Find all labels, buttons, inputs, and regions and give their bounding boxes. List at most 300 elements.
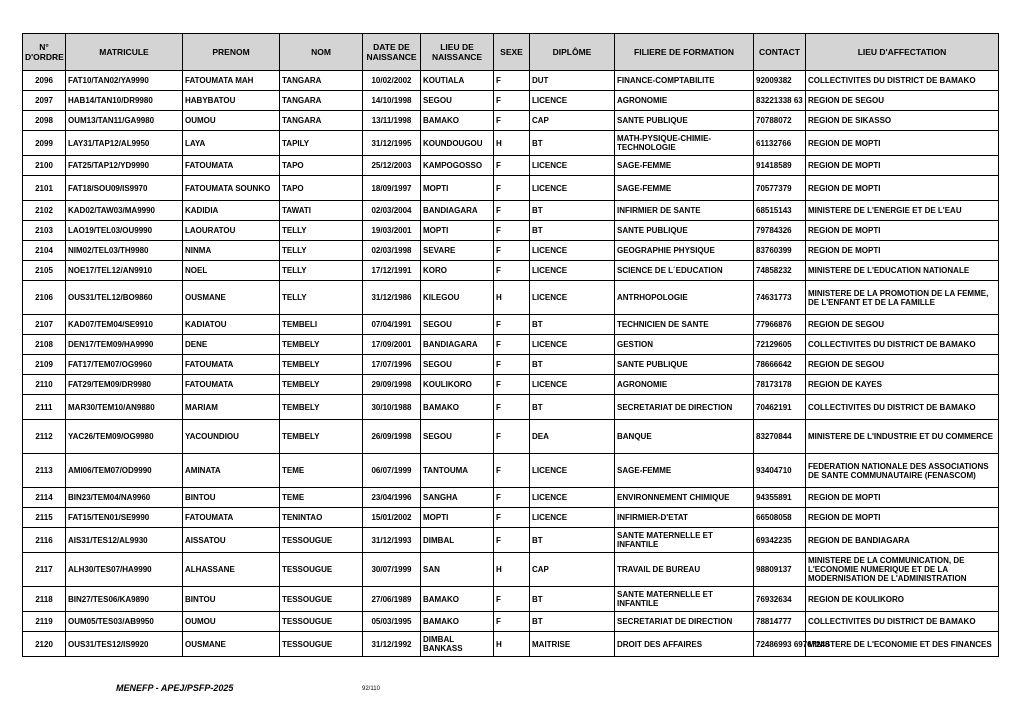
- cell-nom: TEMBELY: [280, 335, 363, 355]
- cell-contact: 68515143: [754, 201, 806, 221]
- cell-prenom: FATOUMATA: [183, 355, 280, 375]
- cell-date-naissance: 18/09/1997: [363, 176, 421, 201]
- cell-prenom: FATOUMATA: [183, 508, 280, 528]
- cell-matricule: KAD02/TAW03/MA9990: [66, 201, 183, 221]
- cell-sexe: F: [494, 176, 530, 201]
- table-row: [23, 395, 999, 420]
- cell-lieu-naissance: MOPTI: [421, 176, 494, 201]
- cell-ordre: 2107: [23, 315, 66, 335]
- cell-nom: TELLY: [280, 261, 363, 281]
- cell-lieu-naissance: KORO: [421, 261, 494, 281]
- cell-lieu-naissance: SEVARE: [421, 241, 494, 261]
- page-number: 92/110: [362, 686, 380, 692]
- cell-prenom: BINTOU: [183, 488, 280, 508]
- table-row: [23, 221, 999, 241]
- cell-affectation: REGION DE MOPTI: [806, 176, 999, 201]
- cell-nom: TELLY: [280, 221, 363, 241]
- table-row: [23, 201, 999, 221]
- cell-filiere: SAGE-FEMME: [615, 176, 754, 201]
- cell-affectation: MINISTERE DE L'INDUSTRIE ET DU COMMERCE: [806, 420, 999, 454]
- cell-date-naissance: 25/12/2003: [363, 156, 421, 176]
- cell-affectation: REGION DE SEGOU: [806, 315, 999, 335]
- cell-lieu-naissance: SEGOU: [421, 315, 494, 335]
- cell-diplome: LICENCE: [530, 335, 615, 355]
- cell-matricule: FAT29/TEM09/DR9980: [66, 375, 183, 395]
- cell-nom: TAPILY: [280, 131, 363, 156]
- cell-sexe: F: [494, 375, 530, 395]
- cell-prenom: FATOUMATA: [183, 375, 280, 395]
- cell-nom: TESSOUGUE: [280, 528, 363, 553]
- cell-ordre: 2118: [23, 587, 66, 612]
- cell-lieu-naissance: KOULIKORO: [421, 375, 494, 395]
- cell-date-naissance: 23/04/1996: [363, 488, 421, 508]
- cell-date-naissance: 02/03/2004: [363, 201, 421, 221]
- table-row: [23, 587, 999, 612]
- cell-ordre: 2100: [23, 156, 66, 176]
- cell-nom: TEMBELI: [280, 315, 363, 335]
- cell-diplome: MAITRISE: [530, 632, 615, 657]
- cell-date-naissance: 31/12/1992: [363, 632, 421, 657]
- cell-prenom: ALHASSANE: [183, 553, 280, 587]
- cell-contact: 70788072: [754, 111, 806, 131]
- cell-date-naissance: 05/03/1995: [363, 612, 421, 632]
- cell-diplome: LICENCE: [530, 241, 615, 261]
- cell-lieu-naissance: SAN: [421, 553, 494, 587]
- cell-diplome: CAP: [530, 111, 615, 131]
- cell-affectation: REGION DE MOPTI: [806, 221, 999, 241]
- cell-filiere: SANTE MATERNELLE ET INFANTILE: [615, 528, 754, 553]
- cell-matricule: YAC26/TEM09/OG9980: [66, 420, 183, 454]
- cell-sexe: F: [494, 221, 530, 241]
- cell-diplome: CAP: [530, 553, 615, 587]
- cell-ordre: 2106: [23, 281, 66, 315]
- cell-sexe: F: [494, 111, 530, 131]
- cell-matricule: FAT18/SOU09/IS9970: [66, 176, 183, 201]
- table-row: [23, 71, 999, 91]
- cell-contact: 66508058: [754, 508, 806, 528]
- cell-nom: TENINTAO: [280, 508, 363, 528]
- cell-matricule: OUS31/TEL12/BO9860: [66, 281, 183, 315]
- cell-date-naissance: 02/03/1998: [363, 241, 421, 261]
- cell-matricule: BIN27/TES06/KA9890: [66, 587, 183, 612]
- cell-date-naissance: 31/12/1995: [363, 131, 421, 156]
- cell-lieu-naissance: DIMBAL BANKASS: [421, 632, 494, 657]
- cell-nom: TESSOUGUE: [280, 632, 363, 657]
- cell-filiere: SANTE MATERNELLE ET INFANTILE: [615, 587, 754, 612]
- cell-filiere: SCIENCE DE L´EDUCATION: [615, 261, 754, 281]
- cell-date-naissance: 29/09/1998: [363, 375, 421, 395]
- cell-sexe: H: [494, 632, 530, 657]
- cell-date-naissance: 10/02/2002: [363, 71, 421, 91]
- cell-diplome: BT: [530, 528, 615, 553]
- cell-diplome: BT: [530, 201, 615, 221]
- cell-diplome: LICENCE: [530, 281, 615, 315]
- cell-contact: 83760399: [754, 241, 806, 261]
- cell-affectation: REGION DE MOPTI: [806, 131, 999, 156]
- cell-nom: TEMBELY: [280, 420, 363, 454]
- cell-filiere: SECRETARIAT DE DIRECTION: [615, 395, 754, 420]
- cell-ordre: 2120: [23, 632, 66, 657]
- cell-date-naissance: 30/07/1999: [363, 553, 421, 587]
- cell-affectation: REGION DE MOPTI: [806, 156, 999, 176]
- cell-sexe: F: [494, 201, 530, 221]
- cell-lieu-naissance: BAMAKO: [421, 612, 494, 632]
- cell-prenom: HABYBATOU: [183, 91, 280, 111]
- cell-contact: 72486993 69767248: [754, 632, 806, 657]
- cell-lieu-naissance: MOPTI: [421, 221, 494, 241]
- cell-nom: TEMBELY: [280, 375, 363, 395]
- cell-contact: 74858232: [754, 261, 806, 281]
- cell-affectation: REGION DE KAYES: [806, 375, 999, 395]
- cell-filiere: SANTE PUBLIQUE: [615, 221, 754, 241]
- cell-matricule: NIM02/TEL03/TH9980: [66, 241, 183, 261]
- cell-filiere: MATH-PYSIQUE-CHIMIE-TECHNOLOGIE: [615, 131, 754, 156]
- cell-prenom: NINMA: [183, 241, 280, 261]
- table-row: [23, 454, 999, 488]
- cell-prenom: AMINATA: [183, 454, 280, 488]
- cell-contact: 69342235: [754, 528, 806, 553]
- cell-lieu-naissance: DIMBAL: [421, 528, 494, 553]
- cell-filiere: GESTION: [615, 335, 754, 355]
- cell-prenom: OUMOU: [183, 111, 280, 131]
- table-body: [23, 71, 999, 657]
- cell-matricule: FAT15/TEN01/SE9990: [66, 508, 183, 528]
- table-row: [23, 420, 999, 454]
- cell-matricule: DEN17/TEM09/HA9990: [66, 335, 183, 355]
- cell-diplome: LICENCE: [530, 488, 615, 508]
- cell-contact: 83221338 63: [754, 91, 806, 111]
- cell-sexe: F: [494, 612, 530, 632]
- cell-date-naissance: 17/09/2001: [363, 335, 421, 355]
- cell-diplome: LICENCE: [530, 91, 615, 111]
- cell-diplome: LICENCE: [530, 508, 615, 528]
- cell-affectation: REGION DE BANDIAGARA: [806, 528, 999, 553]
- cell-matricule: HAB14/TAN10/DR9980: [66, 91, 183, 111]
- cell-affectation: COLLECTIVITES DU DISTRICT DE BAMAKO: [806, 395, 999, 420]
- cell-contact: 78814777: [754, 612, 806, 632]
- cell-ordre: 2111: [23, 395, 66, 420]
- cell-affectation: MINISTERE DE LA COMMUNICATION, DE L'ECONOMIE NUMERIQUE ET DE LA MODERNISATION DE L'ADMINISTRATION: [806, 553, 999, 587]
- cell-affectation: COLLECTIVITES DU DISTRICT DE BAMAKO: [806, 71, 999, 91]
- cell-filiere: SAGE-FEMME: [615, 156, 754, 176]
- cell-ordre: 2102: [23, 201, 66, 221]
- cell-prenom: OUSMANE: [183, 632, 280, 657]
- cell-contact: 70577379: [754, 176, 806, 201]
- cell-date-naissance: 17/12/1991: [363, 261, 421, 281]
- cell-affectation: COLLECTIVITES DU DISTRICT DE BAMAKO: [806, 335, 999, 355]
- table-row: [23, 375, 999, 395]
- cell-contact: 72129605: [754, 335, 806, 355]
- cell-ordre: 2099: [23, 131, 66, 156]
- cell-matricule: KAD07/TEM04/SE9910: [66, 315, 183, 335]
- cell-sexe: F: [494, 420, 530, 454]
- cell-matricule: FAT10/TAN02/YA9990: [66, 71, 183, 91]
- cell-filiere: SANTE PUBLIQUE: [615, 355, 754, 375]
- header-lieu-naissance: LIEU DE NAISSANCE: [421, 34, 494, 71]
- table-row: [23, 553, 999, 587]
- cell-sexe: F: [494, 355, 530, 375]
- cell-prenom: LAOURATOU: [183, 221, 280, 241]
- table-row: [23, 528, 999, 553]
- header-date-naissance: DATE DE NAISSANCE: [363, 34, 421, 71]
- cell-date-naissance: 14/10/1998: [363, 91, 421, 111]
- cell-sexe: H: [494, 131, 530, 156]
- cell-affectation: MINISTERE DE LA PROMOTION DE LA FEMME, DE L'ENFANT ET DE LA FAMILLE: [806, 281, 999, 315]
- cell-matricule: FAT17/TEM07/OG9960: [66, 355, 183, 375]
- cell-sexe: F: [494, 261, 530, 281]
- cell-sexe: F: [494, 508, 530, 528]
- cell-lieu-naissance: MOPTI: [421, 508, 494, 528]
- cell-filiere: SECRETARIAT DE DIRECTION: [615, 612, 754, 632]
- cell-matricule: OUM05/TES03/AB9950: [66, 612, 183, 632]
- cell-prenom: OUMOU: [183, 612, 280, 632]
- cell-contact: 79784326: [754, 221, 806, 241]
- table-row: [23, 281, 999, 315]
- cell-sexe: F: [494, 335, 530, 355]
- cell-diplome: BT: [530, 587, 615, 612]
- header-contact: CONTACT: [754, 34, 806, 71]
- cell-sexe: F: [494, 395, 530, 420]
- cell-diplome: LICENCE: [530, 156, 615, 176]
- cell-filiere: SANTE PUBLIQUE: [615, 111, 754, 131]
- table-row: [23, 91, 999, 111]
- cell-prenom: MARIAM: [183, 395, 280, 420]
- cell-prenom: YACOUNDIOU: [183, 420, 280, 454]
- cell-ordre: 2114: [23, 488, 66, 508]
- cell-prenom: AISSATOU: [183, 528, 280, 553]
- cell-contact: 70462191: [754, 395, 806, 420]
- cell-lieu-naissance: KAMPOGOSSO: [421, 156, 494, 176]
- cell-ordre: 2117: [23, 553, 66, 587]
- cell-matricule: AMI06/TEM07/OD9990: [66, 454, 183, 488]
- cell-matricule: ALH30/TES07/HA9990: [66, 553, 183, 587]
- cell-ordre: 2112: [23, 420, 66, 454]
- cell-nom: TAPO: [280, 156, 363, 176]
- cell-nom: TELLY: [280, 281, 363, 315]
- cell-ordre: 2101: [23, 176, 66, 201]
- cell-contact: 61132766: [754, 131, 806, 156]
- cell-contact: 78173178: [754, 375, 806, 395]
- cell-sexe: H: [494, 553, 530, 587]
- cell-date-naissance: 13/11/1998: [363, 111, 421, 131]
- cell-ordre: 2116: [23, 528, 66, 553]
- table-row: [23, 612, 999, 632]
- cell-diplome: LICENCE: [530, 261, 615, 281]
- cell-sexe: F: [494, 71, 530, 91]
- cell-diplome: BT: [530, 315, 615, 335]
- cell-nom: TESSOUGUE: [280, 612, 363, 632]
- table-row: [23, 335, 999, 355]
- cell-nom: TAWATI: [280, 201, 363, 221]
- header-nom: NOM: [280, 34, 363, 71]
- cell-affectation: FEDERATION NATIONALE DES ASSOCIATIONS DE SANTE COMMUNAUTAIRE (FENASCOM): [806, 454, 999, 488]
- cell-prenom: LAYA: [183, 131, 280, 156]
- cell-ordre: 2113: [23, 454, 66, 488]
- cell-diplome: DEA: [530, 420, 615, 454]
- cell-matricule: BIN23/TEM04/NA9960: [66, 488, 183, 508]
- cell-prenom: FATOUMATA MAH: [183, 71, 280, 91]
- cell-matricule: LAO19/TEL03/OU9990: [66, 221, 183, 241]
- cell-prenom: OUSMANE: [183, 281, 280, 315]
- cell-matricule: LAY31/TAP12/AL9950: [66, 131, 183, 156]
- cell-diplome: BT: [530, 131, 615, 156]
- cell-filiere: INFIRMIER DE SANTE: [615, 201, 754, 221]
- cell-filiere: TECHNICIEN DE SANTE: [615, 315, 754, 335]
- cell-ordre: 2108: [23, 335, 66, 355]
- cell-filiere: ENVIRONNEMENT CHIMIQUE: [615, 488, 754, 508]
- cell-diplome: DUT: [530, 71, 615, 91]
- cell-matricule: AIS31/TES12/AL9930: [66, 528, 183, 553]
- table-row: [23, 156, 999, 176]
- cell-nom: TESSOUGUE: [280, 587, 363, 612]
- cell-filiere: GEOGRAPHIE PHYSIQUE: [615, 241, 754, 261]
- cell-affectation: REGION DE MOPTI: [806, 508, 999, 528]
- cell-ordre: 2119: [23, 612, 66, 632]
- cell-matricule: OUM13/TAN11/GA9980: [66, 111, 183, 131]
- header-ordre: N° D'ORDRE: [23, 34, 66, 71]
- cell-lieu-naissance: TANTOUMA: [421, 454, 494, 488]
- cell-ordre: 2115: [23, 508, 66, 528]
- cell-filiere: ANTRHOPOLOGIE: [615, 281, 754, 315]
- cell-nom: TANGARA: [280, 91, 363, 111]
- cell-diplome: BT: [530, 612, 615, 632]
- cell-contact: 83270844: [754, 420, 806, 454]
- cell-affectation: REGION DE MOPTI: [806, 241, 999, 261]
- cell-affectation: MINISTERE DE L'ECONOMIE ET DES FINANCES: [806, 632, 999, 657]
- cell-affectation: REGION DE SEGOU: [806, 355, 999, 375]
- table-row: [23, 508, 999, 528]
- cell-ordre: 2109: [23, 355, 66, 375]
- cell-contact: 77966876: [754, 315, 806, 335]
- cell-lieu-naissance: BANDIAGARA: [421, 335, 494, 355]
- cell-nom: TEME: [280, 454, 363, 488]
- cell-date-naissance: 26/09/1998: [363, 420, 421, 454]
- table-row: [23, 355, 999, 375]
- cell-contact: 94355891: [754, 488, 806, 508]
- cell-filiere: AGRONOMIE: [615, 375, 754, 395]
- cell-lieu-naissance: BANDIAGARA: [421, 201, 494, 221]
- cell-date-naissance: 31/12/1993: [363, 528, 421, 553]
- cell-prenom: KADIATOU: [183, 315, 280, 335]
- footer-reference: MENEFP - APEJ/PSFP-2025: [116, 683, 234, 693]
- cell-sexe: F: [494, 528, 530, 553]
- cell-lieu-naissance: SEGOU: [421, 355, 494, 375]
- cell-ordre: 2105: [23, 261, 66, 281]
- cell-filiere: BANQUE: [615, 420, 754, 454]
- cell-filiere: INFIRMIER-D'ETAT: [615, 508, 754, 528]
- cell-lieu-naissance: SEGOU: [421, 420, 494, 454]
- cell-prenom: KADIDIA: [183, 201, 280, 221]
- table-row: [23, 261, 999, 281]
- cell-date-naissance: 30/10/1988: [363, 395, 421, 420]
- table-row: [23, 488, 999, 508]
- cell-affectation: REGION DE MOPTI: [806, 488, 999, 508]
- table-row: [23, 632, 999, 657]
- cell-filiere: FINANCE-COMPTABILITE: [615, 71, 754, 91]
- cell-date-naissance: 15/01/2002: [363, 508, 421, 528]
- table-row: [23, 315, 999, 335]
- cell-diplome: BT: [530, 221, 615, 241]
- header-affectation: LIEU D'AFFECTATION: [806, 34, 999, 71]
- table-row: [23, 241, 999, 261]
- cell-lieu-naissance: BAMAKO: [421, 587, 494, 612]
- cell-sexe: F: [494, 241, 530, 261]
- cell-prenom: BINTOU: [183, 587, 280, 612]
- cell-nom: TAPO: [280, 176, 363, 201]
- cell-affectation: COLLECTIVITES DU DISTRICT DE BAMAKO: [806, 612, 999, 632]
- cell-sexe: F: [494, 587, 530, 612]
- cell-nom: TESSOUGUE: [280, 553, 363, 587]
- cell-prenom: DENE: [183, 335, 280, 355]
- header-prenom: PRENOM: [183, 34, 280, 71]
- cell-lieu-naissance: BAMAKO: [421, 395, 494, 420]
- cell-contact: 98809137: [754, 553, 806, 587]
- header-sexe: SEXE: [494, 34, 530, 71]
- cell-filiere: TRAVAIL DE BUREAU: [615, 553, 754, 587]
- cell-lieu-naissance: SEGOU: [421, 91, 494, 111]
- cell-sexe: F: [494, 156, 530, 176]
- cell-lieu-naissance: KOUTIALA: [421, 71, 494, 91]
- cell-contact: 78666642: [754, 355, 806, 375]
- cell-lieu-naissance: SANGHA: [421, 488, 494, 508]
- cell-sexe: F: [494, 315, 530, 335]
- cell-contact: 92009382: [754, 71, 806, 91]
- cell-sexe: H: [494, 281, 530, 315]
- cell-nom: TANGARA: [280, 111, 363, 131]
- cell-sexe: F: [494, 91, 530, 111]
- cell-diplome: LICENCE: [530, 454, 615, 488]
- cell-prenom: NOEL: [183, 261, 280, 281]
- cell-prenom: FATOUMATA: [183, 156, 280, 176]
- cell-affectation: MINISTERE DE L'ENERGIE ET DE L'EAU: [806, 201, 999, 221]
- cell-ordre: 2103: [23, 221, 66, 241]
- cell-contact: 76932634: [754, 587, 806, 612]
- header-matricule: MATRICULE: [66, 34, 183, 71]
- cell-diplome: BT: [530, 355, 615, 375]
- cell-prenom: FATOUMATA SOUNKO: [183, 176, 280, 201]
- cell-nom: TEME: [280, 488, 363, 508]
- cell-lieu-naissance: KILEGOU: [421, 281, 494, 315]
- table-row: [23, 176, 999, 201]
- cell-filiere: AGRONOMIE: [615, 91, 754, 111]
- cell-contact: 91418589: [754, 156, 806, 176]
- cell-matricule: NOE17/TEL12/AN9910: [66, 261, 183, 281]
- cell-ordre: 2104: [23, 241, 66, 261]
- cell-filiere: DROIT DES AFFAIRES: [615, 632, 754, 657]
- cell-ordre: 2098: [23, 111, 66, 131]
- cell-affectation: REGION DE SIKASSO: [806, 111, 999, 131]
- table-row: [23, 131, 999, 156]
- cell-sexe: F: [494, 488, 530, 508]
- cell-date-naissance: 19/03/2001: [363, 221, 421, 241]
- cell-lieu-naissance: KOUNDOUGOU: [421, 131, 494, 156]
- cell-date-naissance: 06/07/1999: [363, 454, 421, 488]
- cell-nom: TEMBELY: [280, 355, 363, 375]
- cell-matricule: MAR30/TEM10/AN9880: [66, 395, 183, 420]
- cell-date-naissance: 17/07/1996: [363, 355, 421, 375]
- cell-ordre: 2096: [23, 71, 66, 91]
- cell-diplome: BT: [530, 395, 615, 420]
- cell-contact: 74631773: [754, 281, 806, 315]
- cell-affectation: MINISTERE DE L'EDUCATION NATIONALE: [806, 261, 999, 281]
- header-diplome: DIPLÔME: [530, 34, 615, 71]
- header-row: [23, 34, 999, 71]
- cell-nom: TANGARA: [280, 71, 363, 91]
- cell-matricule: OUS31/TES12/IS9920: [66, 632, 183, 657]
- cell-ordre: 2110: [23, 375, 66, 395]
- cell-affectation: REGION DE KOULIKORO: [806, 587, 999, 612]
- cell-nom: TEMBELY: [280, 395, 363, 420]
